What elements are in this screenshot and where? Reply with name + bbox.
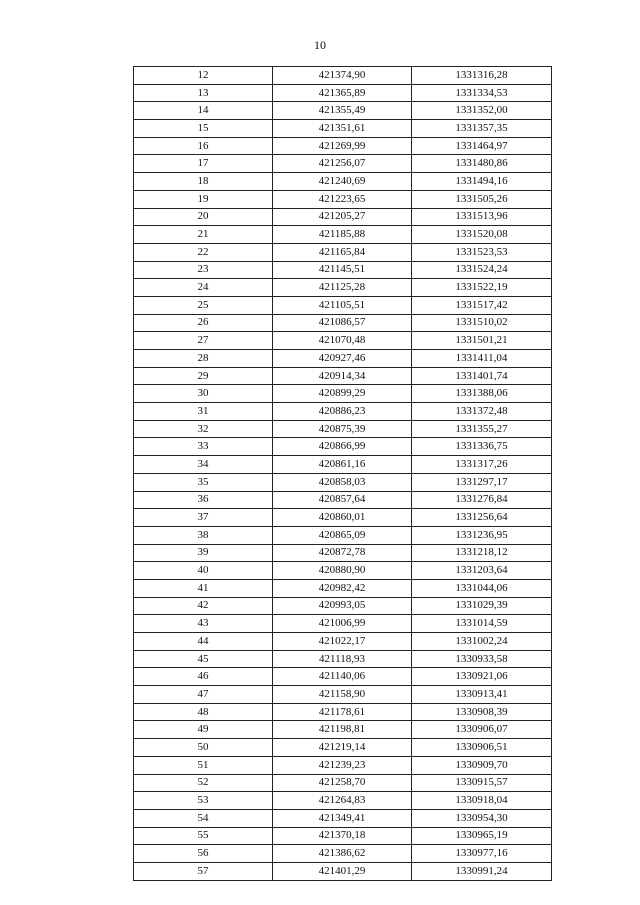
point-number-cell: 35	[134, 473, 273, 491]
table-row	[134, 703, 552, 721]
x-coordinate-cell: 421264,83	[273, 792, 412, 810]
point-number-cell: 21	[134, 226, 273, 244]
point-number-cell: 14	[134, 102, 273, 120]
table-row	[134, 615, 552, 633]
table-row	[134, 739, 552, 757]
x-coordinate-cell: 421239,23	[273, 756, 412, 774]
y-coordinate-cell: 1331505,26	[412, 190, 552, 208]
x-coordinate-cell: 421086,57	[273, 314, 412, 332]
x-coordinate-cell: 421006,99	[273, 615, 412, 633]
table-row	[134, 332, 552, 350]
table-row	[134, 597, 552, 615]
table-row	[134, 456, 552, 474]
point-number-cell: 24	[134, 279, 273, 297]
y-coordinate-cell: 1330913,41	[412, 686, 552, 704]
table-row	[134, 84, 552, 102]
point-number-cell: 29	[134, 367, 273, 385]
x-coordinate-cell: 421269,99	[273, 137, 412, 155]
point-number-cell: 23	[134, 261, 273, 279]
point-number-cell: 28	[134, 350, 273, 368]
y-coordinate-cell: 1331372,48	[412, 403, 552, 421]
y-coordinate-cell: 1330921,06	[412, 668, 552, 686]
table-row	[134, 721, 552, 739]
x-coordinate-cell: 420886,23	[273, 403, 412, 421]
y-coordinate-cell: 1331044,06	[412, 579, 552, 597]
y-coordinate-cell: 1331236,95	[412, 526, 552, 544]
table-row	[134, 827, 552, 845]
x-coordinate-cell: 420914,34	[273, 367, 412, 385]
y-coordinate-cell: 1331513,96	[412, 208, 552, 226]
table-row	[134, 668, 552, 686]
table-row	[134, 173, 552, 191]
x-coordinate-cell: 420993,05	[273, 597, 412, 615]
x-coordinate-cell: 421386,62	[273, 845, 412, 863]
x-coordinate-cell: 421256,07	[273, 155, 412, 173]
y-coordinate-cell: 1331357,35	[412, 120, 552, 138]
table-row	[134, 862, 552, 880]
table-row	[134, 509, 552, 527]
y-coordinate-cell: 1331510,02	[412, 314, 552, 332]
y-coordinate-cell: 1331522,19	[412, 279, 552, 297]
x-coordinate-cell: 420866,99	[273, 438, 412, 456]
point-number-cell: 13	[134, 84, 273, 102]
x-coordinate-cell: 421365,89	[273, 84, 412, 102]
y-coordinate-cell: 1331524,24	[412, 261, 552, 279]
point-number-cell: 37	[134, 509, 273, 527]
point-number-cell: 19	[134, 190, 273, 208]
y-coordinate-cell: 1331256,64	[412, 509, 552, 527]
y-coordinate-cell: 1330906,51	[412, 739, 552, 757]
x-coordinate-cell: 421351,61	[273, 120, 412, 138]
x-coordinate-cell: 421118,93	[273, 650, 412, 668]
y-coordinate-cell: 1331501,21	[412, 332, 552, 350]
y-coordinate-cell: 1330977,16	[412, 845, 552, 863]
y-coordinate-cell: 1331411,04	[412, 350, 552, 368]
table-row	[134, 137, 552, 155]
y-coordinate-cell: 1330991,24	[412, 862, 552, 880]
x-coordinate-cell: 420860,01	[273, 509, 412, 527]
y-coordinate-cell: 1331014,59	[412, 615, 552, 633]
table-row	[134, 544, 552, 562]
table-row	[134, 756, 552, 774]
table-row	[134, 190, 552, 208]
y-coordinate-cell: 1331523,53	[412, 243, 552, 261]
y-coordinate-cell: 1331480,86	[412, 155, 552, 173]
y-coordinate-cell: 1331352,00	[412, 102, 552, 120]
x-coordinate-cell: 421219,14	[273, 739, 412, 757]
point-number-cell: 48	[134, 703, 273, 721]
point-number-cell: 57	[134, 862, 273, 880]
point-number-cell: 17	[134, 155, 273, 173]
table-row	[134, 208, 552, 226]
table-row	[134, 102, 552, 120]
table-row	[134, 243, 552, 261]
x-coordinate-cell: 421374,90	[273, 67, 412, 85]
table-row	[134, 473, 552, 491]
y-coordinate-cell: 1331297,17	[412, 473, 552, 491]
point-number-cell: 27	[134, 332, 273, 350]
y-coordinate-cell: 1331494,16	[412, 173, 552, 191]
table-row	[134, 226, 552, 244]
x-coordinate-cell: 421105,51	[273, 296, 412, 314]
point-number-cell: 32	[134, 420, 273, 438]
x-coordinate-cell: 421145,51	[273, 261, 412, 279]
x-coordinate-cell: 420865,09	[273, 526, 412, 544]
table-row	[134, 845, 552, 863]
table-row	[134, 420, 552, 438]
page-number: 10	[314, 38, 326, 52]
point-number-cell: 36	[134, 491, 273, 509]
table-row	[134, 579, 552, 597]
point-number-cell: 25	[134, 296, 273, 314]
point-number-cell: 55	[134, 827, 273, 845]
table-row	[134, 261, 552, 279]
x-coordinate-cell: 421370,18	[273, 827, 412, 845]
point-number-cell: 31	[134, 403, 273, 421]
y-coordinate-cell: 1331218,12	[412, 544, 552, 562]
table-row	[134, 120, 552, 138]
x-coordinate-cell: 421158,90	[273, 686, 412, 704]
x-coordinate-cell: 420899,29	[273, 385, 412, 403]
point-number-cell: 16	[134, 137, 273, 155]
point-number-cell: 22	[134, 243, 273, 261]
table-row	[134, 809, 552, 827]
coordinates-table-body	[134, 67, 552, 881]
point-number-cell: 26	[134, 314, 273, 332]
y-coordinate-cell: 1331464,97	[412, 137, 552, 155]
point-number-cell: 46	[134, 668, 273, 686]
point-number-cell: 30	[134, 385, 273, 403]
x-coordinate-cell: 421205,27	[273, 208, 412, 226]
y-coordinate-cell: 1331336,75	[412, 438, 552, 456]
table-row	[134, 314, 552, 332]
table-row	[134, 650, 552, 668]
x-coordinate-cell: 420982,42	[273, 579, 412, 597]
point-number-cell: 15	[134, 120, 273, 138]
x-coordinate-cell: 420861,16	[273, 456, 412, 474]
x-coordinate-cell: 421185,88	[273, 226, 412, 244]
x-coordinate-cell: 421349,41	[273, 809, 412, 827]
y-coordinate-cell: 1330954,30	[412, 809, 552, 827]
table-row	[134, 438, 552, 456]
point-number-cell: 33	[134, 438, 273, 456]
x-coordinate-cell: 421165,84	[273, 243, 412, 261]
point-number-cell: 51	[134, 756, 273, 774]
table-row	[134, 774, 552, 792]
point-number-cell: 49	[134, 721, 273, 739]
point-number-cell: 39	[134, 544, 273, 562]
table-row	[134, 491, 552, 509]
y-coordinate-cell: 1330965,19	[412, 827, 552, 845]
y-coordinate-cell: 1330933,58	[412, 650, 552, 668]
y-coordinate-cell: 1331029,39	[412, 597, 552, 615]
table-row	[134, 686, 552, 704]
table-row	[134, 367, 552, 385]
point-number-cell: 53	[134, 792, 273, 810]
x-coordinate-cell: 421022,17	[273, 633, 412, 651]
point-number-cell: 56	[134, 845, 273, 863]
point-number-cell: 42	[134, 597, 273, 615]
x-coordinate-cell: 420857,64	[273, 491, 412, 509]
point-number-cell: 43	[134, 615, 273, 633]
y-coordinate-cell: 1331002,24	[412, 633, 552, 651]
x-coordinate-cell: 420875,39	[273, 420, 412, 438]
coordinates-table	[133, 66, 552, 881]
y-coordinate-cell: 1331517,42	[412, 296, 552, 314]
y-coordinate-cell: 1331203,64	[412, 562, 552, 580]
y-coordinate-cell: 1331334,53	[412, 84, 552, 102]
x-coordinate-cell: 420858,03	[273, 473, 412, 491]
point-number-cell: 50	[134, 739, 273, 757]
y-coordinate-cell: 1330908,39	[412, 703, 552, 721]
x-coordinate-cell: 420872,78	[273, 544, 412, 562]
y-coordinate-cell: 1331401,74	[412, 367, 552, 385]
point-number-cell: 12	[134, 67, 273, 85]
table-row	[134, 279, 552, 297]
x-coordinate-cell: 421140,06	[273, 668, 412, 686]
y-coordinate-cell: 1331355,27	[412, 420, 552, 438]
x-coordinate-cell: 421178,61	[273, 703, 412, 721]
point-number-cell: 20	[134, 208, 273, 226]
y-coordinate-cell: 1331520,08	[412, 226, 552, 244]
table-row	[134, 792, 552, 810]
point-number-cell: 34	[134, 456, 273, 474]
table-row	[134, 155, 552, 173]
point-number-cell: 52	[134, 774, 273, 792]
x-coordinate-cell: 421401,29	[273, 862, 412, 880]
x-coordinate-cell: 421198,81	[273, 721, 412, 739]
y-coordinate-cell: 1331276,84	[412, 491, 552, 509]
point-number-cell: 41	[134, 579, 273, 597]
table-row	[134, 562, 552, 580]
x-coordinate-cell: 421240,69	[273, 173, 412, 191]
x-coordinate-cell: 421125,28	[273, 279, 412, 297]
point-number-cell: 47	[134, 686, 273, 704]
y-coordinate-cell: 1330915,57	[412, 774, 552, 792]
table-row	[134, 350, 552, 368]
point-number-cell: 38	[134, 526, 273, 544]
y-coordinate-cell: 1331316,28	[412, 67, 552, 85]
x-coordinate-cell: 421258,70	[273, 774, 412, 792]
y-coordinate-cell: 1330906,07	[412, 721, 552, 739]
x-coordinate-cell: 420880,90	[273, 562, 412, 580]
point-number-cell: 18	[134, 173, 273, 191]
table-row	[134, 296, 552, 314]
table-row	[134, 67, 552, 85]
y-coordinate-cell: 1330918,04	[412, 792, 552, 810]
y-coordinate-cell: 1331388,06	[412, 385, 552, 403]
table-row	[134, 385, 552, 403]
table-row	[134, 633, 552, 651]
point-number-cell: 54	[134, 809, 273, 827]
table-row	[134, 403, 552, 421]
x-coordinate-cell: 421223,65	[273, 190, 412, 208]
point-number-cell: 44	[134, 633, 273, 651]
x-coordinate-cell: 421355,49	[273, 102, 412, 120]
x-coordinate-cell: 421070,48	[273, 332, 412, 350]
y-coordinate-cell: 1331317,26	[412, 456, 552, 474]
table-row	[134, 526, 552, 544]
point-number-cell: 40	[134, 562, 273, 580]
x-coordinate-cell: 420927,46	[273, 350, 412, 368]
y-coordinate-cell: 1330909,70	[412, 756, 552, 774]
point-number-cell: 45	[134, 650, 273, 668]
